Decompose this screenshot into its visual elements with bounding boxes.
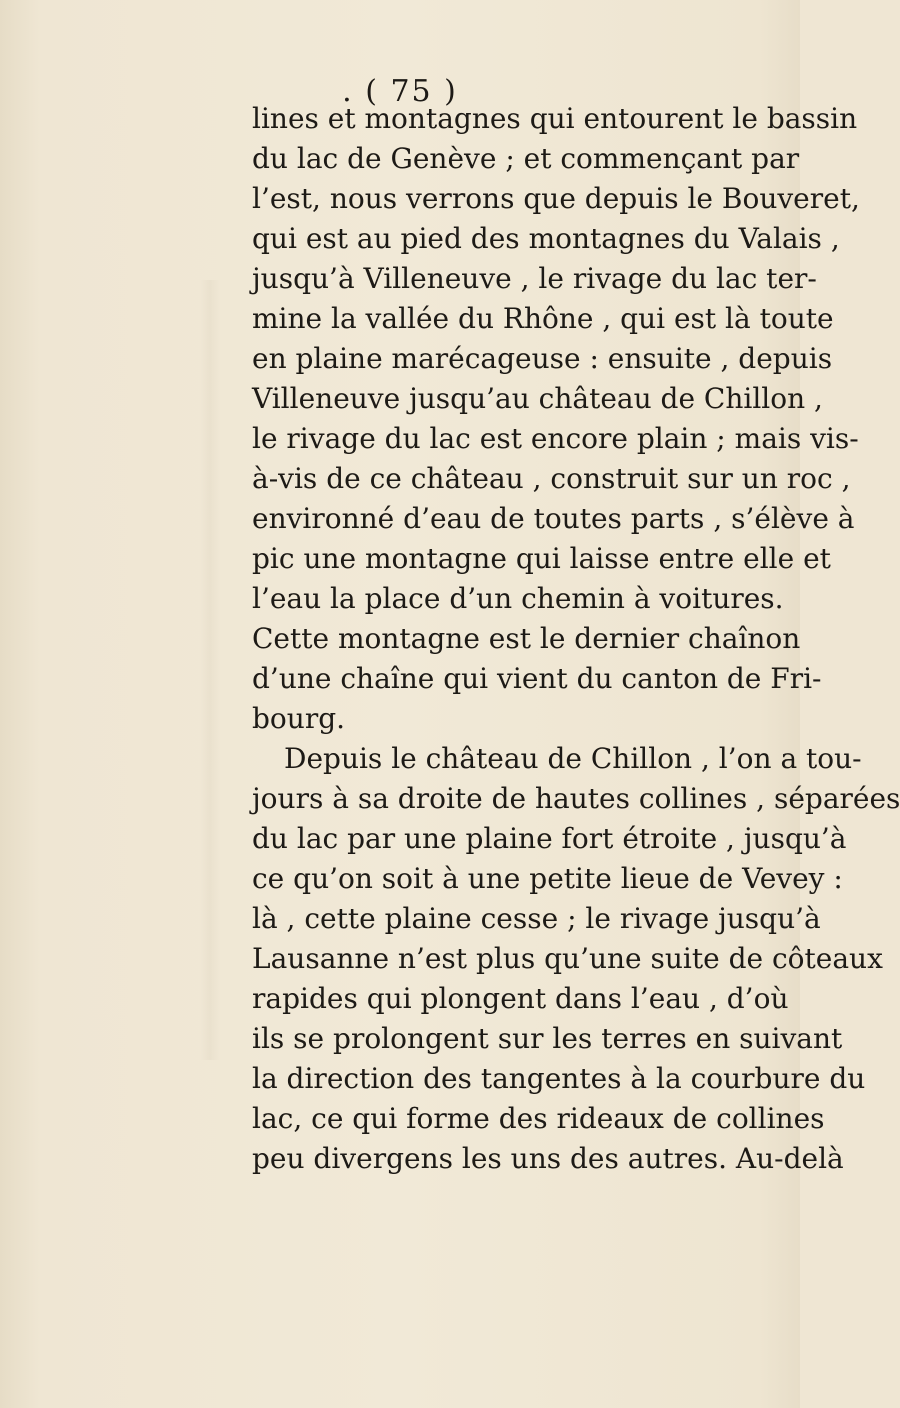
text-line: jours à sa droite de hautes collines , séparées [252,782,900,815]
paragraph-first-line: Depuis le château de Chillon , l’on a tou- [284,742,862,775]
text-line: pic une montagne qui laisse entre elle et [252,542,831,575]
text-line: du lac de Genève ; et commençant par [252,142,800,175]
text-line: Lausanne n’est plus qu’une suite de côteaux [252,942,883,975]
text-line: lac, ce qui forme des rideaux de collines [252,1102,825,1135]
text-line: du lac par une plaine fort étroite , jusqu’à [252,822,847,855]
text-line: jusqu’à Villeneuve , le rivage du lac ter- [252,262,817,295]
text-line: qui est au pied des montagnes du Valais , [252,222,840,255]
text-line: à-vis de ce château , construit sur un roc , [252,462,851,495]
text-line: environné d’eau de toutes parts , s’élève à [252,502,855,535]
text-line: d’une chaîne qui vient du canton de Fri- [252,662,822,695]
text-line: ce qu’on soit à une petite lieue de Vevey : [252,862,843,895]
text-line: peu divergens les uns des autres. Au-delà [252,1142,844,1175]
text-line: lines et montagnes qui entourent le bassin [252,102,858,135]
text-line: Cette montagne est le dernier chaînon [252,622,801,655]
text-line: ils se prolongent sur les terres en suivant [252,1022,843,1055]
text-line: la direction des tangentes à la courbure du [252,1062,866,1095]
text-line: bourg. [252,702,346,735]
page-smudge [200,280,220,1060]
page-number: . ( 75 ) [342,74,458,109]
text-line: l’eau la place d’un chemin à voitures. [252,582,784,615]
text-line: là , cette plaine cesse ; le rivage jusqu’à [252,902,821,935]
text-line: rapides qui plongent dans l’eau , d’où [252,982,789,1015]
text-line: le rivage du lac est encore plain ; mais vis- [252,422,859,455]
text-line: mine la vallée du Rhône , qui est là toute [252,302,834,335]
text-line: en plaine marécageuse : ensuite , depuis [252,342,833,375]
text-line: l’est, nous verrons que depuis le Bouveret, [252,182,860,215]
text-line: Villeneuve jusqu’au château de Chillon , [252,382,823,415]
